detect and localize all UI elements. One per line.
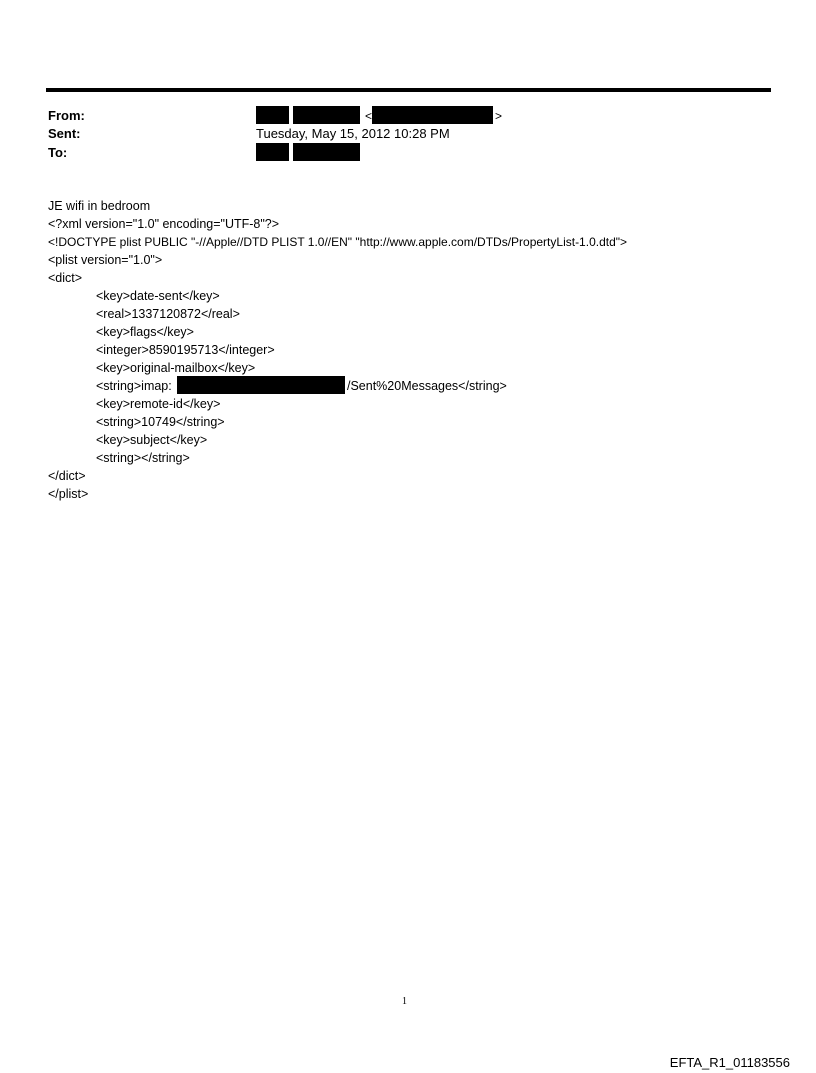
redaction-from-first-name <box>256 106 289 124</box>
redaction-to-last-name <box>293 143 360 161</box>
xml-declaration-line: <?xml version="1.0" encoding="UTF-8"?> <box>48 217 280 231</box>
document-id: EFTA_R1_01183556 <box>669 1055 790 1070</box>
integer-value-line: <integer>8590195713</integer> <box>96 343 275 357</box>
from-email-close-bracket: > <box>495 109 503 123</box>
key-subject-line: <key>subject</key> <box>96 433 208 447</box>
dict-open-line: <dict> <box>48 271 83 285</box>
plist-open-line: <plist version="1.0"> <box>48 253 163 267</box>
sent-value: Tuesday, May 15, 2012 10:28 PM <box>256 126 450 141</box>
key-date-sent-line: <key>date-sent</key> <box>96 289 220 303</box>
redaction-from-last-name <box>293 106 360 124</box>
redaction-imap-address <box>177 376 345 394</box>
header-rule <box>46 88 771 92</box>
from-email-open-bracket: < <box>365 109 373 123</box>
sent-label: Sent: <box>48 126 81 141</box>
redaction-to-first-name <box>256 143 289 161</box>
string-imap-suffix: /Sent%20Messages</string> <box>347 379 507 393</box>
page-number: 1 <box>402 996 407 1007</box>
subject-line: JE wifi in bedroom <box>48 199 151 213</box>
redaction-from-email <box>372 106 493 124</box>
from-label: From: <box>48 108 85 123</box>
key-original-mailbox-line: <key>original-mailbox</key> <box>96 361 256 375</box>
real-value-line: <real>1337120872</real> <box>96 307 240 321</box>
plist-close-line: </plist> <box>48 487 89 501</box>
string-imap-prefix: <string>imap: <box>96 379 172 393</box>
to-label: To: <box>48 145 68 160</box>
string-subject-line: <string></string> <box>96 451 190 465</box>
key-flags-line: <key>flags</key> <box>96 325 194 339</box>
dict-close-line: </dict> <box>48 469 86 483</box>
doctype-line: <!DOCTYPE plist PUBLIC "-//Apple//DTD PLIST 1.0//EN" "http://www.apple.com/DTDs/PropertyList-1.0.dtd"> <box>48 235 628 249</box>
key-remote-id-line: <key>remote-id</key> <box>96 397 221 411</box>
string-remote-id-line: <string>10749</string> <box>96 415 225 429</box>
